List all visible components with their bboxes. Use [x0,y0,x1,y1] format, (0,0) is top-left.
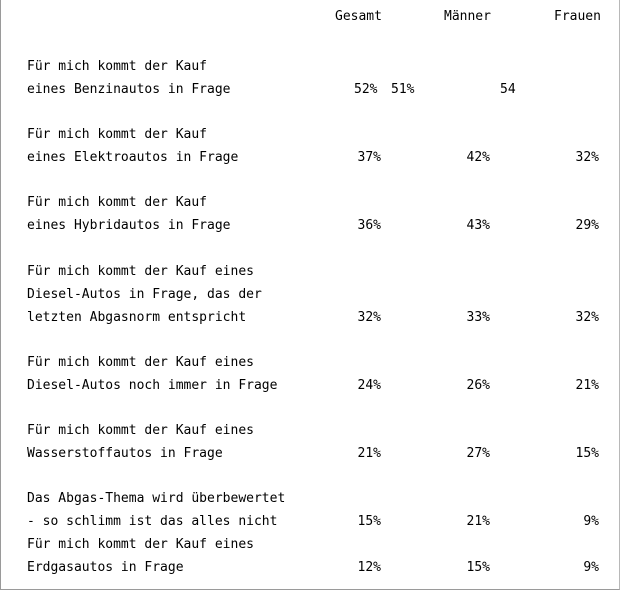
row-label-line: - so schlimm ist das alles nicht [27,514,278,529]
cell-maenner: 51% [391,82,415,97]
cell-maenner: 15% [466,560,490,575]
cell-frauen: 32% [575,310,599,325]
row-label-line: Das Abgas-Thema wird überbewertet [27,491,286,506]
cell-frauen: 15% [575,446,599,461]
row-label-line: eines Benzinautos in Frage [27,82,231,97]
cell-frauen: 21% [575,378,599,393]
row-label-line: Für mich kommt der Kauf eines [27,264,254,279]
row-label-line: Für mich kommt der Kauf [27,59,208,74]
cell-frauen: 54 [500,82,516,97]
cell-gesamt: 32% [357,310,381,325]
cell-frauen: 29% [575,218,599,233]
row-label-line: Wasserstoffautos in Frage [27,446,223,461]
cell-gesamt: 15% [357,514,381,529]
cell-maenner: 33% [466,310,490,325]
cell-frauen: 9% [583,514,599,529]
header-frauen: Frauen [554,9,601,24]
cell-maenner: 43% [466,218,490,233]
cell-maenner: 21% [466,514,490,529]
header-gesamt: Gesamt [335,9,382,24]
row-label-line: Für mich kommt der Kauf [27,195,208,210]
cell-frauen: 32% [575,150,599,165]
cell-gesamt: 21% [357,446,381,461]
row-label-line: Diesel-Autos in Frage, das der [27,287,262,302]
cell-frauen: 9% [583,560,599,575]
cell-maenner: 27% [466,446,490,461]
row-label-line: eines Elektroautos in Frage [27,150,239,165]
row-label-line: Für mich kommt der Kauf [27,127,208,142]
row-label-line: Erdgasautos in Frage [27,560,184,575]
cell-gesamt: 52% [354,82,378,97]
cell-gesamt: 12% [357,560,381,575]
row-label-line: Diesel-Autos noch immer in Frage [27,378,278,393]
cell-gesamt: 36% [357,218,381,233]
row-label-line: Für mich kommt der Kauf eines [27,355,254,370]
cell-gesamt: 24% [357,378,381,393]
cell-maenner: 42% [466,150,490,165]
cell-gesamt: 37% [357,150,381,165]
cell-maenner: 26% [466,378,490,393]
row-label-line: eines Hybridautos in Frage [27,218,231,233]
row-label-line: Für mich kommt der Kauf eines [27,537,254,552]
row-label-line: letzten Abgasnorm entspricht [27,310,247,325]
row-label-line: Für mich kommt der Kauf eines [27,423,254,438]
header-maenner: Männer [444,9,491,24]
